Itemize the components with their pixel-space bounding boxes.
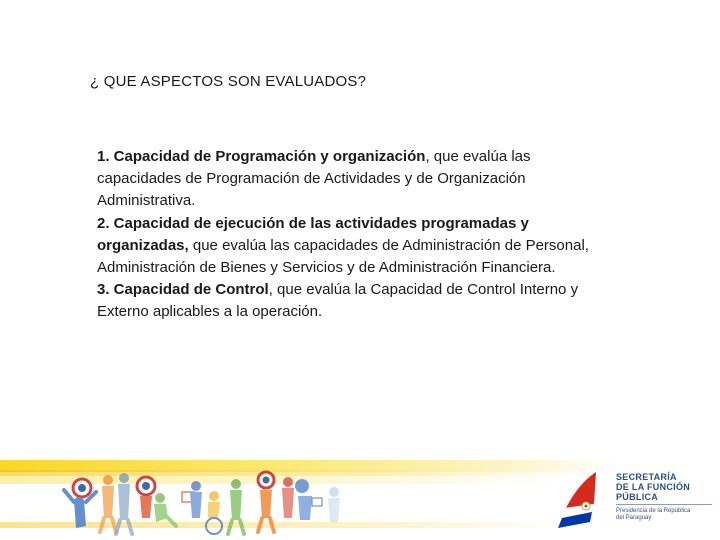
list-item-ejecucion <box>97 213 617 280</box>
slide-body <box>97 146 617 324</box>
flag-emblem-icon <box>556 464 616 530</box>
logo-line: DE LA FUNCIÓN <box>616 482 691 492</box>
logo-divider <box>616 504 712 505</box>
list-item-bold: 2. Capacidad de ejecución de las actividades programadas y organizadas, <box>97 214 529 254</box>
slide-heading: ¿ QUE ASPECTOS SON EVALUADOS? <box>90 73 367 90</box>
list-item-text: , que evalúa las capacidades de Programación de Actividades y de Organización Administrativa. <box>97 148 531 210</box>
logo-line: SECRETARÍA <box>616 472 677 482</box>
institution-logo <box>556 462 716 532</box>
person-figure-icon <box>282 477 294 518</box>
list-item-control <box>97 279 617 323</box>
list-item-bold: 3. Capacidad de Control <box>97 281 269 299</box>
logo-subtitle: Presidencia de la República <box>616 508 691 514</box>
person-figure-icon <box>328 487 340 522</box>
logo-line: PÚBLICA <box>616 492 659 502</box>
list-item-text: , que evalúa la Capacidad de Control Interno y Externo aplicables a la operación. <box>97 281 579 321</box>
list-item-text: que evalúa las capacidades de Administración de Personal, Administración de Bienes y Servicios y de Administración Financiera. <box>97 236 589 277</box>
list-item-programacion <box>97 146 617 213</box>
list-item-bold: 1. Capacidad de Programación y organización <box>97 148 426 165</box>
logo-wordmark <box>616 472 716 522</box>
logo-subtitle: del Paraguay <box>616 515 652 521</box>
